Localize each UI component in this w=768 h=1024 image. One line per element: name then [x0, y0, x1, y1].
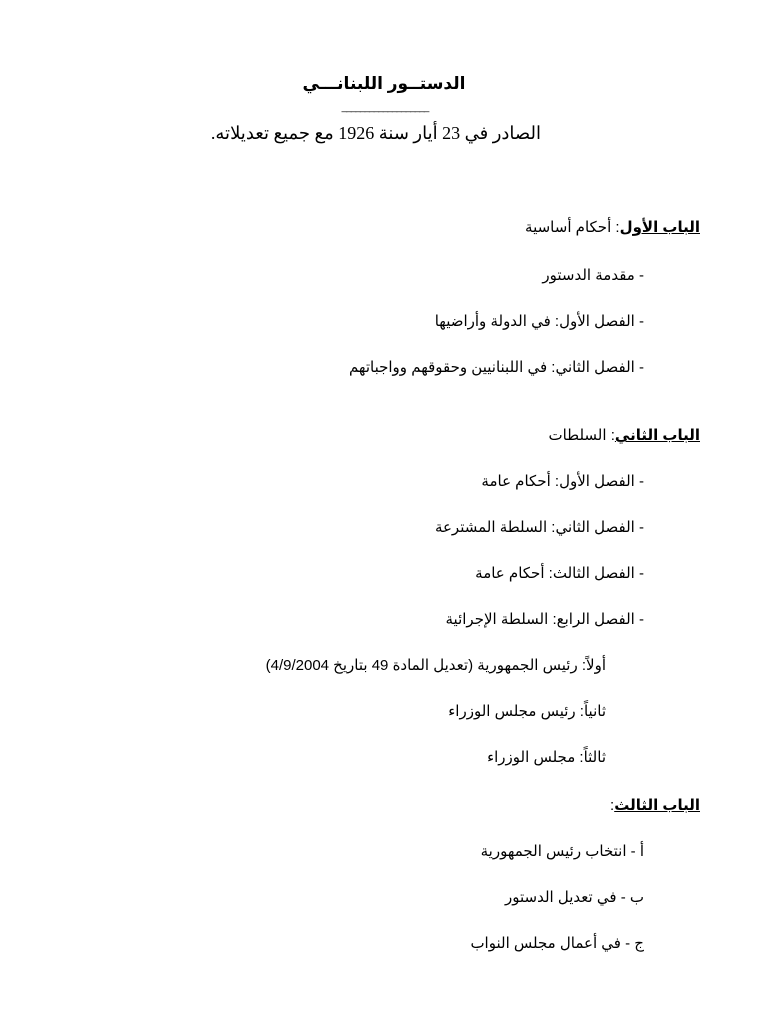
- part-2-heading: [548, 426, 700, 446]
- document-title: الدستــور اللبنانـــي: [302, 74, 466, 93]
- part-1-item-2: - الفصل الأول: في الدولة وأراضيها: [434, 313, 644, 330]
- part-2-subitem-3: ثالثاً: مجلس الوزراء: [487, 749, 606, 766]
- part-2-name: الباب الثاني: [614, 427, 700, 444]
- title-underline: ___________________: [341, 102, 429, 113]
- part-1-item-3: - الفصل الثاني: في اللبنانيين وحقوقهم وواجباتهم: [348, 359, 644, 376]
- part-1-heading: [525, 218, 700, 238]
- part-2-subitem-1: أولاً: رئيس الجمهورية (تعديل المادة 49 بتاريخ 4/9/2004): [265, 657, 606, 674]
- part-2-item-4: - الفصل الرابع: السلطة الإجرائية: [445, 611, 644, 628]
- part-3-suffix: :: [610, 797, 615, 814]
- document-subtitle: الصادر في 23 أيار سنة 1926 مع جميع تعديلاته.: [210, 123, 541, 143]
- part-2-item-3: - الفصل الثالث: أحكام عامة: [475, 565, 644, 582]
- part-2-suffix: : السلطات: [548, 427, 615, 444]
- part-2-subitem-2: ثانياً: رئيس مجلس الوزراء: [448, 703, 606, 720]
- part-3-heading: [610, 796, 700, 816]
- part-1-item-1: - مقدمة الدستور: [542, 267, 644, 284]
- part-3-item-2: ب - في تعديل الدستور: [505, 889, 644, 906]
- part-2-item-1: - الفصل الأول: أحكام عامة: [481, 473, 644, 490]
- part-3-name: الباب الثالث: [614, 797, 700, 814]
- part-1-suffix: : أحكام أساسية: [525, 219, 620, 236]
- part-3-item-1: أ - انتخاب رئيس الجمهورية: [480, 843, 644, 860]
- part-1-name: الباب الأول: [619, 219, 700, 236]
- part-2-item-2: - الفصل الثاني: السلطة المشترعة: [434, 519, 644, 536]
- part-3-item-3: ج - في أعمال مجلس النواب: [470, 935, 644, 952]
